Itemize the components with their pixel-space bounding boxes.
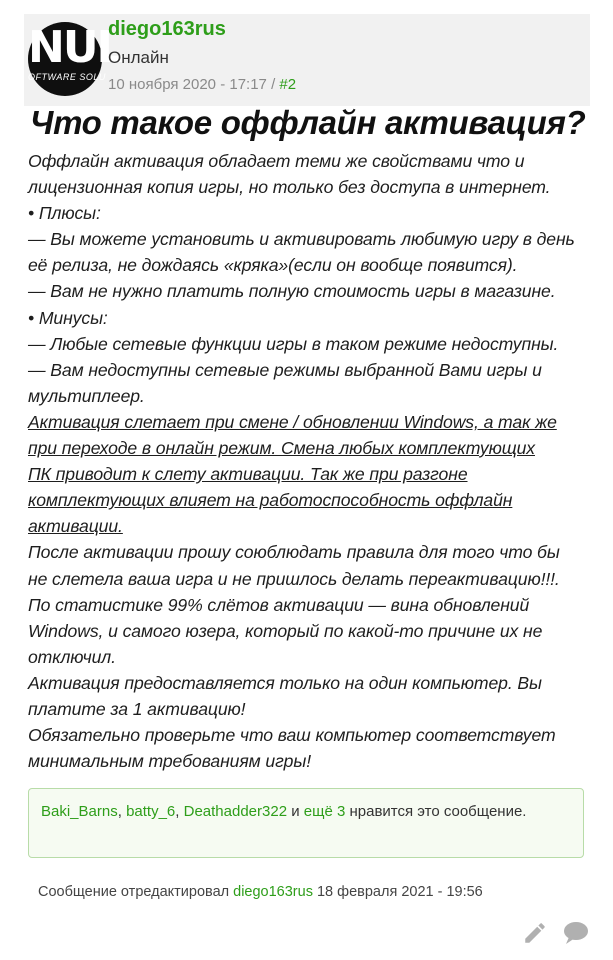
body-line: Оффлайн активация обладает теми же свойствами что и [28, 151, 525, 171]
body-line: не слетела ваша игра и не пришлось делать переактивацию!!!. [28, 568, 560, 589]
post-body [28, 148, 593, 774]
body-line: Windows, и самого юзера, который по какой-то причине их не [28, 620, 543, 641]
body-line: минимальным требованиям игры! [28, 751, 311, 772]
author-username[interactable]: diego163rus [108, 18, 226, 40]
body-line: • Минусы: [28, 307, 108, 328]
avatar-logo-subtext: OFTWARE SOLU [28, 72, 106, 82]
edited-date: 18 февраля 2021 - 19:56 [312, 884, 483, 900]
comment-icon[interactable] [562, 920, 590, 951]
warning-line: ПК приводит к слету активации. Так же при разгоне [28, 464, 468, 485]
body-line: её релиза, не дождаясь «кряка»(если он вообще появится). [28, 255, 518, 276]
body-line: Обязательно проверьте что ваш компьютер соответствует [28, 725, 556, 746]
body-line: — Вы можете установить и активировать любимую игру в день [28, 229, 575, 250]
body-line: лицензионная копия игры, но только без доступа в интернет. [28, 177, 551, 198]
body-line: мультиплеер. [28, 385, 145, 406]
like-user-link[interactable]: Deathadder322 [183, 803, 288, 820]
post-title: Что такое оффлайн активация? [30, 104, 586, 141]
like-user-link[interactable]: batty_6 [126, 803, 176, 820]
like-user-link[interactable]: Baki_Barns [41, 803, 118, 820]
body-line: — Любые сетевые функции игры в таком режиме недоступны. [28, 333, 559, 354]
pencil-icon[interactable] [522, 920, 548, 951]
likes-box: Baki_Barns, batty_6, Deathadder322 и ещё 3 нравится это сообщение. [28, 788, 584, 858]
warning-line: активации. [28, 516, 123, 537]
post-actions [522, 918, 592, 948]
body-line: Активация предоставляется только на один компьютер. Вы [28, 672, 542, 693]
body-line: После активации прошу союблюдать правила для того что бы [28, 542, 560, 563]
likes-and-text: и [287, 803, 304, 820]
edited-author-link[interactable]: diego163rus [233, 884, 313, 900]
body-line: отключил. [28, 646, 116, 667]
body-line: — Вам не нужно платить полную стоимость игры в магазине. [28, 281, 556, 302]
body-line: платите за 1 активацию! [28, 698, 246, 719]
post-number-link[interactable]: #2 [279, 76, 297, 93]
warning-line: комплектующих влияет на работоспособность оффлайн [28, 490, 513, 511]
post-date: 10 ноября 2020 - 17:17 [108, 76, 267, 93]
likes-suffix-text: нравится это сообщение. [345, 803, 527, 820]
edited-prefix: Сообщение отредактировал [38, 884, 234, 900]
warning-line: при переходе в онлайн режим. Смена любых комплектующих [28, 438, 535, 459]
body-line: По статистике 99% слётов активации — вина обновлений [28, 594, 530, 615]
likes-more-link[interactable]: ещё 3 [303, 803, 346, 820]
avatar-logo-text: NUL [28, 22, 123, 73]
warning-line: Активация слетает при смене / обновлении Windows, а так же [28, 411, 557, 432]
edited-note [38, 884, 483, 900]
body-line: — Вам недоступны сетевые режимы выбранной Вами игры и [28, 359, 542, 380]
body-line: • Плюсы: [28, 203, 101, 224]
meta-separator: / [266, 76, 280, 93]
post-meta [108, 76, 296, 93]
avatar[interactable] [28, 22, 123, 96]
online-status: Онлайн [108, 48, 169, 67]
